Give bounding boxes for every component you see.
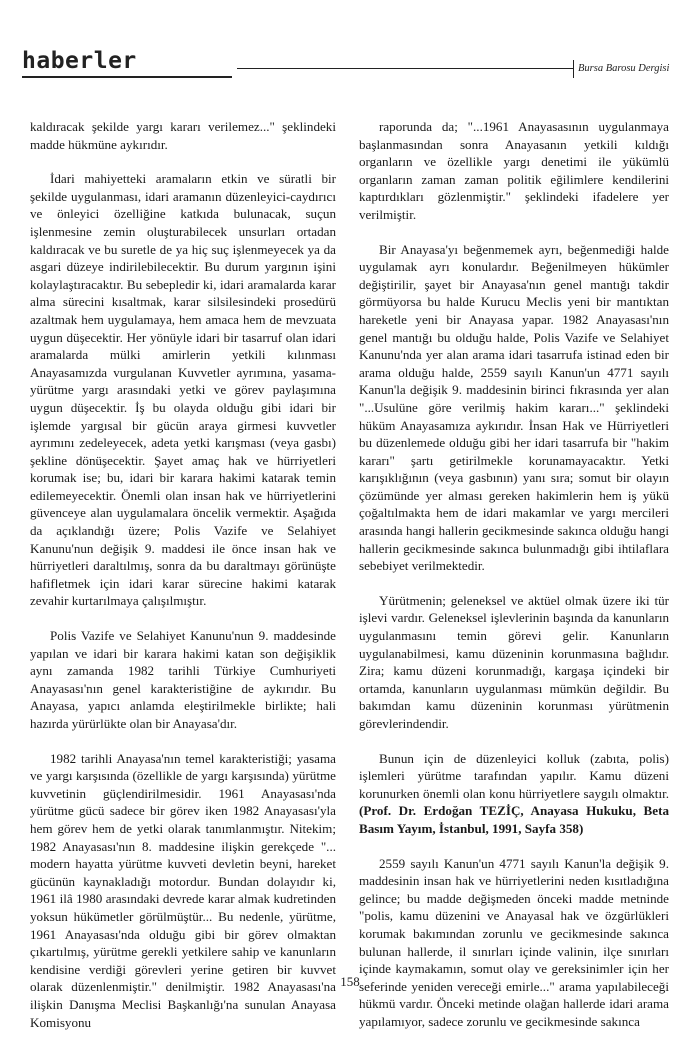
citation: (Prof. Dr. Erdoğan TEZİÇ, Anayasa Hukuku, Beta Basım Yayım, İstanbul, 1991, Sayfa 358) <box>359 803 669 836</box>
page-number: 158 <box>340 974 360 989</box>
header-rule-right <box>237 68 573 69</box>
page-header <box>22 48 678 88</box>
left-column <box>30 118 336 1048</box>
right-column <box>359 118 669 1048</box>
paragraph-text: Bunun için de düzenleyici kolluk (zabıta, polis) işlemleri yürütme tarafından yapılır. Kamu düzeni korunurken önemli olan konu hürriyetlere saygılı olmaktır. <box>359 750 669 801</box>
paragraph: Yürütmenin; geleneksel ve aktüel olmak üzere iki tür işlevi vardır. Geleneksel işlevlerinin başında da kanunların uygulanmasını temin görevi gelir. Kanunların uygulanabilmesi, kamu düzeninin korunmasına bağlıdır. Zira; kamu düzeni korunmadığı, kargaşa içindeki bir ortamda, kanunların uygulanması mümkün değildir. Bu bakımdan kamu düzeninin korunması yürütmenin görevlerindendir. <box>359 592 669 731</box>
header-divider <box>573 60 574 78</box>
paragraph: Bir Anayasa'yı beğenmemek ayrı, beğenmediği halde uygulamak ayrı konulardır. Beğenilmeyen hükümler değiştirilir, şayet bir Anayasa'nın genel mantığı takdir görmüyorsa bu halde Kurucu Meclis yeni bir mantıktan hareketle yeni bir Anayasa yapar. 1982 Anayasası'nın genel mantığı bu olduğu halde, Polis Vazife ve Selahiyet Kanunu'nda yer alan arama idari tasarrufa istinad eden bir arama olduğu halde, 2559 sayılı Kanun'un 4771 sayılı Kanun'la değişik 9. maddesinin birinci fıkrasında yer alan "...Usulüne göre verilmiş hakim kararı..." şeklindeki hüküm Anayasamıza aykırıdır. İnsan Hak ve Hürriyetleri bu düzenlemede olduğu gibi her idari tasarrufa bir "hakim kararı" şartı getirilmekle korunamayacaktır. Yetki karışıklığının (veya gasbının) yanı sıra; somut bir olayın çözümünde yer alması gereken hakimlerin hem iş yükü çoğaltılmakta hem de idari makamlar ve yargı mercileri arasında hangi hallerin gecikmesinde sakınca olduğu hangi hallerin gecikmesinde sakınca bulunmadığı gibi ihtilaflara sebebiyet verilmektedir. <box>359 241 669 574</box>
section-title: haberler <box>22 48 137 74</box>
header-rule-left <box>22 76 232 78</box>
paragraph: İdari mahiyetteki aramaların etkin ve süratli bir şekilde uygulanması, idari aramanın düzenleyici-caydırıcı ve önleyici özelliğine katkıda bulunacak, suçun işlenmesine zemin oluşturabilecek unsurları ortadan kaldıracak ve bu suretle de ya hiç suç işlenmeyecek ya da asgari düzeye indirilebilecektir. Bu durum yargının işini kolaylaştıracaktır. Bu sebepledir ki, idari aramalarda karar alma sürecini kısaltmak, karar silsilesindeki prosedürü azaltmak hem uygulamaya, hem amaca hem de mevzuata uygun düşecektir. Her yönüyle idari bir tasarruf olan idari aramalarda mülki amirlerin yetkili kılınması Anayasamızda vurgulanan Kuvvetler ayrımına, yasama-yürütme yargı arasındaki yetki ve görev paylaşımına uygun düşecektir. İş bu olayda olduğu gibi idari bir işlemde yargısal bir gücün araya girmesi kuvvetler ayrımını zedeleyecek, adeta yetki karışması (veya gasbı) şekline dönüşecektir. Şayet amaç hak ve hürriyetleri korumak ise; bu, idari bir karara hakimi katarak temin edilemeyecektir. Önemli olan insan hak ve hürriyetlerini güvenceye alan uygulamalara öncelik vermektir. Aşağıda da açıklandığı üzere; Polis Vazife ve Selahiyet Kanunu'nun değişik 9. maddesi ile önce insan hak ve hürriyetleri daraltılmış, sonra da bu daraltmayı görünüşte hafifletmek için idari karar sürecine hakimi katarak zevahir kurtarılmaya çalışılmıştır. <box>30 171 336 609</box>
paragraph <box>359 750 669 838</box>
paragraph: 2559 sayılı Kanun'un 4771 sayılı Kanun'la değişik 9. maddesinin insan hak ve hürriyetlerini neden kısıtladığına gelince; bu madde değişmeden önceki madde metninde "polis, kamu düzenini ve Anayasal hak ve özgürlükleri korumak bakımından zorunlu ve gecikmesinde sakınca bulunan hallerde, il sınırları içinde valinin, ilçe sınırları içinde kaymakamın, somut olay ve gereksinimler için her seferinde yeniden vereceği emirle..." arama yapılabileceği hükmü vardır. Önceki metinde olağan hallerde idari arama yapılamıyor, sadece zorunlu ve gecikmesinde sakınca <box>359 855 669 1029</box>
paragraph: Polis Vazife ve Selahiyet Kanunu'nun 9. maddesinde yapılan ve idari bir karara hakimi katan son değişiklik aynı zamanda 1982 tarihli Türkiye Cumhuriyeti Anayasası'nın genel karakteristiğine de aykırıdır. Bu Anayasa, yapıcı anlamda eleştirilmekle birlikte; hali hazırda yürürlükte olan bir Anayasa'dır. <box>30 628 336 731</box>
paragraph: kaldıracak şekilde yargı kararı verilemez..." şeklindeki madde hükmüne aykırıdır. <box>30 119 336 152</box>
paragraph: raporunda da; "...1961 Anayasasının uygulanmaya başlanmasından sonra Anayasanın yetkili kıldığı organların ve özellikle yargı denetimi ile yükümlü organların zaman zaman politik eğilimlere kendilerini kaptırdıkları gözlenmiştir." şeklindeki ifadelere yer verilmiştir. <box>359 119 669 222</box>
paragraph: 1982 tarihli Anayasa'nın temel karakteristiği; yasama ve yargı karşısında (özellikle de yargı karşısında) yürütme kuvvetinin güçlendirilmesidir. 1961 Anayasası'nda yürütme gücü sadece bir görev iken 1982 Anayasası'yla hem görev hem de yetki olarak tanımlanmıştır. Nitekim; 1982 Anayasası'nın 8. maddesine ilişkin gerekçede "... modern hayatta yürütme kuvveti devletin beyni, hareket gücünün kaynakladığı motordur. Bundan dolayıdır ki, 1961 ilâ 1980 arasındaki devrede karar almak kudretinden yoksun hükümetler görülmüştür... Bu nedenle, yürütme, 1961 Anayasası'nda olduğu gibi bir görev olmaktan çıkartılmış, yürütme gerekli yetkilere sahip ve kanunların kendisine verdiği görevleri yerine getiren bir kuvvet olarak düzenlenmiştir." denilmiştir. 1982 Anayasası'na ilişkin Danışma Meclisi Başkanlığı'na sunulan Anayasa Komisyonu <box>30 750 336 1030</box>
journal-name: Bursa Barosu Dergisi <box>578 63 670 74</box>
